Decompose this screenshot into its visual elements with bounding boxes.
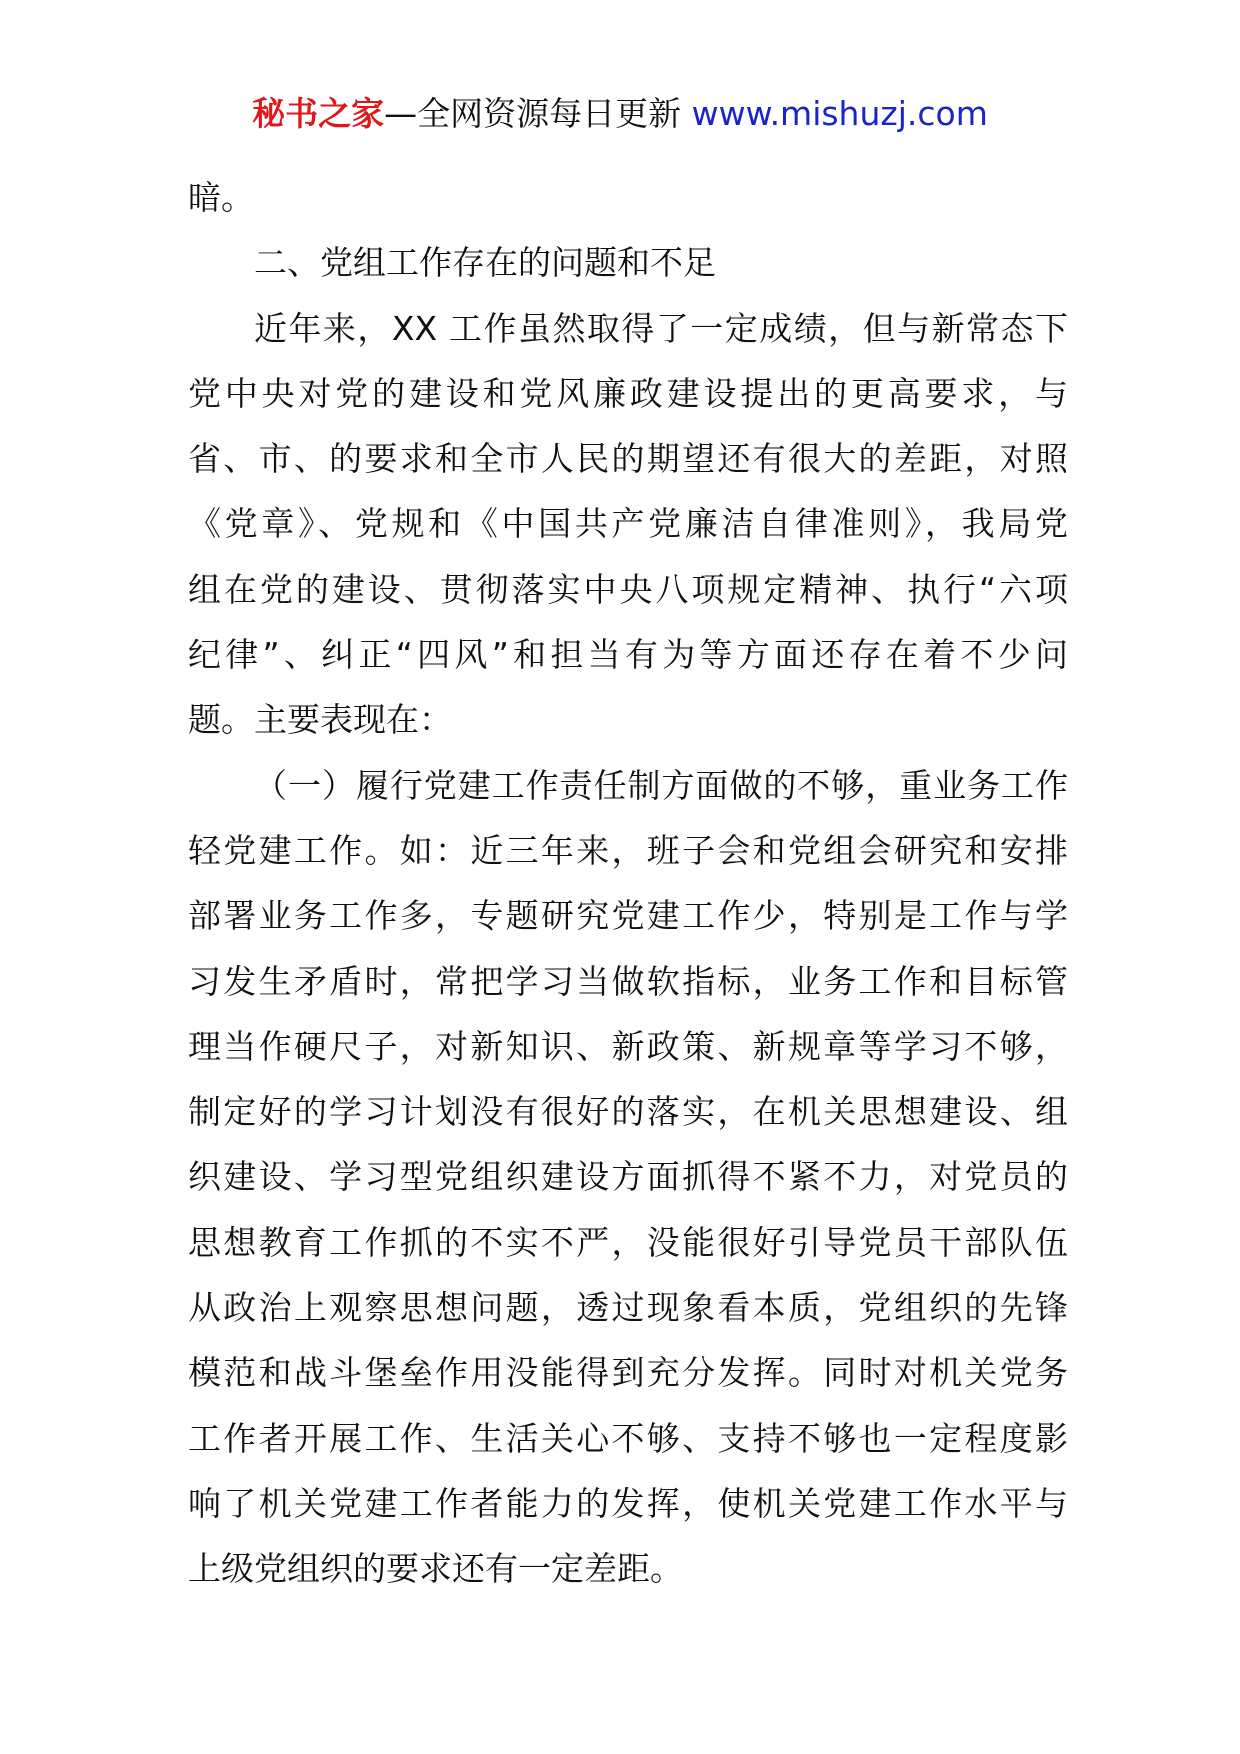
site-header <box>0 92 1240 136</box>
body-text-line: 轻党建工作。如：近三年来，班子会和党组会研究和安排 <box>188 830 1068 870</box>
body-text-line: 《党章》、党规和《中国共产党廉洁自律准则》，我局党 <box>188 504 1068 544</box>
body-text-line: 组在党的建设、贯彻落实中央八项规定精神、执行“六项 <box>188 569 1068 609</box>
body-text-line: 纪律”、纠正“四风”和担当有为等方面还存在着不少问 <box>188 635 1068 675</box>
body-text-line: 工作者开展工作、生活关心不够、支持不够也一定程度影 <box>188 1418 1068 1458</box>
site-url-link[interactable]: www.mishuzj.com <box>691 94 988 133</box>
body-text-line: 题。主要表现在： <box>188 700 452 740</box>
body-text-line: 思想教育工作抓的不实不严，没能很好引导党员干部队伍 <box>188 1222 1068 1262</box>
subsection-heading-line: （一）履行党建工作责任制方面做的不够，重业务工作 <box>254 765 1068 805</box>
body-text-line: 习发生矛盾时，常把学习当做软指标，业务工作和目标管 <box>188 961 1068 1001</box>
body-text-line: 织建设、学习型党组织建设方面抓得不紧不力，对党员的 <box>188 1157 1068 1197</box>
brand-name: 秘书之家 <box>252 94 385 133</box>
body-text-line: 省、市、的要求和全市人民的期望还有很大的差距，对照 <box>188 439 1068 479</box>
body-text-line: 理当作硬尺子，对新知识、新政策、新规章等学习不够， <box>188 1026 1068 1066</box>
paragraph-continuation-line: 暗。 <box>188 178 254 217</box>
document-body <box>188 165 1068 1602</box>
body-text-line: 近年来，XX 工作虽然取得了一定成绩，但与新常态下 <box>254 308 1068 348</box>
body-text-line: 从政治上观察思想问题，透过现象看本质，党组织的先锋 <box>188 1288 1068 1328</box>
body-text-line: 响了机关党建工作者能力的发挥，使机关党建工作水平与 <box>188 1483 1068 1523</box>
body-text-line: 部署业务工作多，专题研究党建工作少，特别是工作与学 <box>188 896 1068 936</box>
body-text-line: 上级党组织的要求还有一定差距。 <box>188 1549 683 1589</box>
body-text-line: 党中央对党的建设和党风廉政建设提出的更高要求，与 <box>188 373 1068 413</box>
body-text-line: 制定好的学习计划没有很好的落实，在机关思想建设、组 <box>188 1092 1068 1132</box>
header-tagline: —全网资源每日更新 <box>384 94 682 133</box>
body-text-line: 模范和战斗堡垒作用没能得到充分发挥。同时对机关党务 <box>188 1353 1068 1393</box>
section-heading: 二、党组工作存在的问题和不足 <box>254 243 716 283</box>
